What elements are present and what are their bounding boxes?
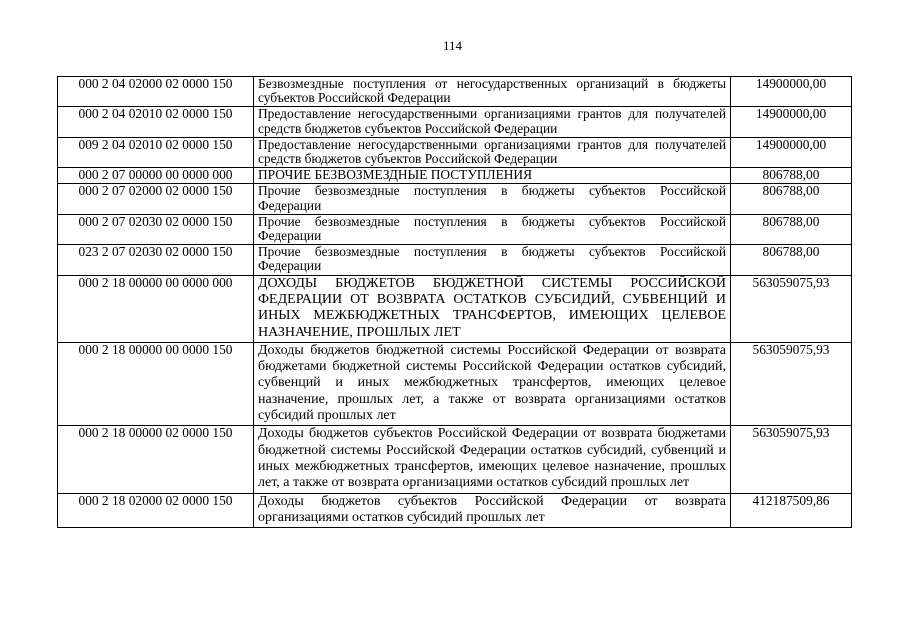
table-row — [58, 168, 852, 184]
budget-code-cell: 000 2 04 02010 02 0000 150 — [58, 107, 254, 137]
page-number: 114 — [442, 38, 463, 53]
table-row — [58, 493, 852, 528]
budget-code-cell: 000 2 18 00000 00 0000 150 — [58, 342, 254, 425]
table-row — [58, 107, 852, 137]
amount-cell: 806788,00 — [731, 214, 852, 244]
budget-code-cell: 000 2 04 02000 02 0000 150 — [58, 77, 254, 107]
amount-cell: 563059075,93 — [731, 426, 852, 493]
amount-cell: 806788,00 — [731, 245, 852, 275]
budget-code-cell: 000 2 07 02030 02 0000 150 — [58, 214, 254, 244]
amount-cell: 806788,00 — [731, 184, 852, 214]
table-row — [58, 214, 852, 244]
description-cell: Доходы бюджетов субъектов Российской Федерации от возврата бюджетами бюджетной системы Российской Федерации остатков субсидий, субвенций и иных межбюджетных трансфертов, имеющих целевое назначение, прошлых лет, а также от возврата организациями остатков субсидий прошлых лет — [254, 426, 731, 493]
table-row — [58, 342, 852, 425]
table-row — [58, 77, 852, 107]
description-cell: Прочие безвозмездные поступления в бюджеты субъектов Российской Федерации — [254, 245, 731, 275]
budget-code-cell: 009 2 04 02010 02 0000 150 — [58, 137, 254, 167]
amount-cell: 806788,00 — [731, 168, 852, 184]
budget-code-cell: 000 2 07 00000 00 0000 000 — [58, 168, 254, 184]
budget-code-cell: 023 2 07 02030 02 0000 150 — [58, 245, 254, 275]
description-cell: Прочие безвозмездные поступления в бюджеты субъектов Российской Федерации — [254, 214, 731, 244]
budget-code-cell: 000 2 18 00000 00 0000 000 — [58, 275, 254, 342]
budget-revenue-table — [57, 76, 852, 528]
table-row — [58, 184, 852, 214]
description-cell: ДОХОДЫ БЮДЖЕТОВ БЮДЖЕТНОЙ СИСТЕМЫ РОССИЙСКОЙ ФЕДЕРАЦИИ ОТ ВОЗВРАТА ОСТАТКОВ СУБСИДИЙ, СУБВЕНЦИЙ И ИНЫХ МЕЖБЮДЖЕТНЫХ ТРАНСФЕРТОВ, ИМЕЮЩИХ ЦЕЛЕВОЕ НАЗНАЧЕНИЕ, ПРОШЛЫХ ЛЕТ — [254, 275, 731, 342]
amount-cell: 14900000,00 — [731, 137, 852, 167]
table-row — [58, 137, 852, 167]
description-cell: Предоставление негосударственными организациями грантов для получателей средств бюджетов субъектов Российской Федерации — [254, 107, 731, 137]
description-cell: ПРОЧИЕ БЕЗВОЗМЕЗДНЫЕ ПОСТУПЛЕНИЯ — [254, 168, 731, 184]
amount-cell: 563059075,93 — [731, 342, 852, 425]
budget-code-cell: 000 2 18 02000 02 0000 150 — [58, 493, 254, 528]
table-row — [58, 426, 852, 493]
description-cell: Прочие безвозмездные поступления в бюджеты субъектов Российской Федерации — [254, 184, 731, 214]
budget-code-cell: 000 2 07 02000 02 0000 150 — [58, 184, 254, 214]
amount-cell: 563059075,93 — [731, 275, 852, 342]
description-cell: Безвозмездные поступления от негосударственных организаций в бюджеты субъектов Российской Федерации — [254, 77, 731, 107]
amount-cell: 14900000,00 — [731, 77, 852, 107]
description-cell: Доходы бюджетов субъектов Российской Федерации от возврата организациями остатков субсидий прошлых лет — [254, 493, 731, 528]
budget-code-cell: 000 2 18 00000 02 0000 150 — [58, 426, 254, 493]
description-cell: Доходы бюджетов бюджетной системы Российской Федерации от возврата бюджетами бюджетной системы Российской Федерации остатков субсидий, субвенций и иных межбюджетных трансфертов, имеющих целевое назначение, прошлых лет, а также от возврата организациями остатков субсидий прошлых лет — [254, 342, 731, 425]
amount-cell: 412187509,86 — [731, 493, 852, 528]
amount-cell: 14900000,00 — [731, 107, 852, 137]
table-row — [58, 275, 852, 342]
table-row — [58, 245, 852, 275]
description-cell: Предоставление негосударственными организациями грантов для получателей средств бюджетов субъектов Российской Федерации — [254, 137, 731, 167]
